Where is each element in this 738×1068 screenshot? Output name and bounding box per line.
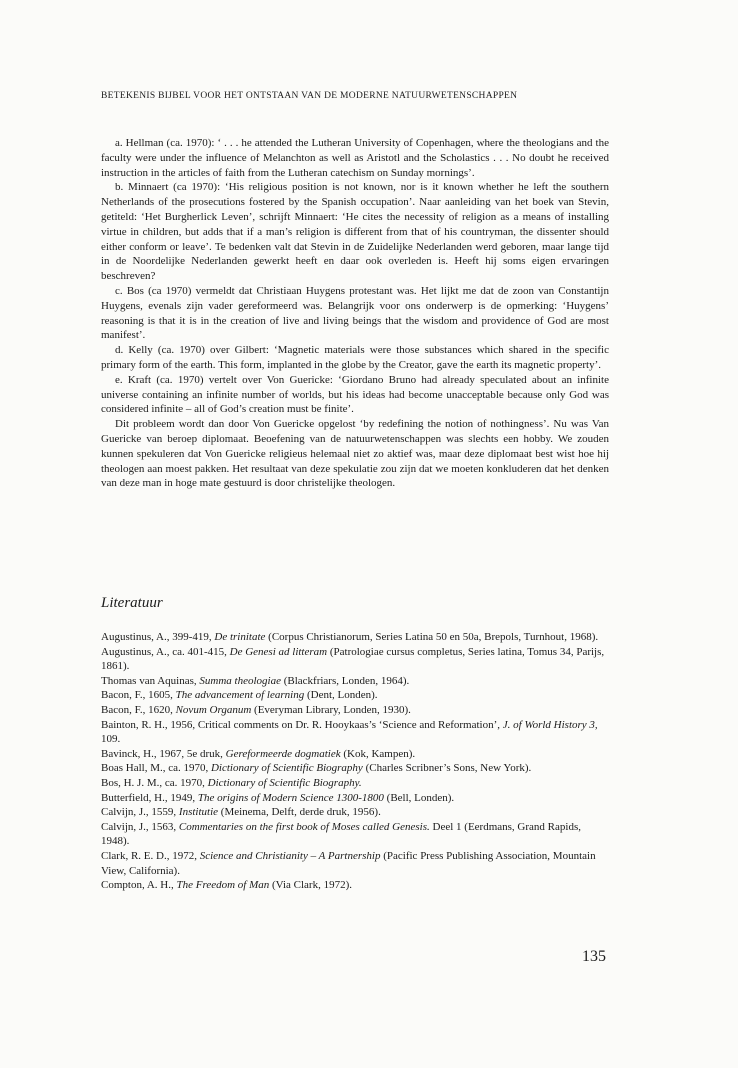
reference-item: Augustinus, A., ca. 401-415, De Genesi ad litteram (Patrologiae cursus completus, Series latina, Tomus 34, Parijs, 1861). [101,645,605,673]
reference-item: Bos, H. J. M., ca. 1970, Dictionary of Scientific Biography. [101,776,362,789]
page-number: 135 [582,948,606,965]
paragraph-e: e. Kraft (ca. 1970) vertelt over Von Guericke: ‘Giordano Bruno had already speculated about an infinite universe containing an infinite number of worlds, but his ideas had become unacceptable because only God was considered infinite – all of God’s creation must be finite’. [101,373,609,416]
section-title: Literatuur [101,595,163,611]
reference-item: Augustinus, A., 399-419, De trinitate (Corpus Christianorum, Series Latina 50 en 50a, Brepols, Turnhout, 1968). [101,631,599,643]
reference-item: Bacon, F., 1605, The advancement of learning (Dent, Londen). [101,689,378,702]
running-header: BETEKENIS BIJBEL VOOR HET ONTSTAAN VAN DE MODERNE NATUURWETENSCHAPPEN [101,91,518,101]
reference-item: Calvijn, J., 1559, Institutie (Meinema, Delft, derde druk, 1956). [101,806,381,819]
reference-item: Bavinck, H., 1967, 5e druk, Gereformeerde dogmatiek (Kok, Kampen). [101,747,416,760]
reference-item: Thomas van Aquinas, Summa theologiae (Blackfriars, Londen, 1964). [101,674,410,687]
body-text [101,136,609,491]
paragraph-a: a. Hellman (ca. 1970): ‘ . . . he attended the Lutheran University of Copenhagen, where the theologians and the faculty were under the influence of Melanchton as well as Aristotl and the Scholastics . . . No doubt he received instruction in the articles of faith from the Lutheran catechism on Sunday mornings’. [101,137,609,179]
reference-item: Boas Hall, M., ca. 1970, Dictionary of Scientific Biography (Charles Scribner’s Sons, New York). [101,762,532,775]
reference-list [101,630,609,893]
reference-item: Clark, R. E. D., 1972, Science and Christianity – A Partnership (Pacific Press Publishing Association, Mountain View, California). [101,849,596,877]
paragraph-c: c. Bos (ca 1970) vermeldt dat Christiaan Huygens protestant was. Het lijkt me dat de zoon van Constantijn Huygens, evenals zijn vader gereformeerd was. Belangrijk voor ons onderwerp is de opmerking: ‘Huygens’ reasoning is that it is in the creation of live and living beings that the wisdom and providence of God are most manifest’. [101,284,609,342]
reference-item: Bainton, R. H., 1956, Critical comments on Dr. R. Hooykaas’s ‘Science and Reformation’, J. of World History 3, 109. [101,718,598,746]
reference-item: Butterfield, H., 1949, The origins of Modern Science 1300-1800 (Bell, Londen). [101,791,455,804]
paragraph-d: d. Kelly (ca. 1970) over Gilbert: ‘Magnetic materials were those substances which shared in the specific primary form of the earth. This form, implanted in the globe by the Creator, gave the earth its magnetic property’. [101,344,609,371]
reference-item: Compton, A. H., The Freedom of Man (Via Clark, 1972). [101,879,353,892]
paragraph-conclusion: Dit probleem wordt dan door Von Guericke opgelost ‘by redefining the notion of nothingness’. Nu was Van Guericke van beroep diplomaat. Beoefening van de natuurwetenschappen was slechts een hobby. We zouden kunnen spekuleren dat Von Guericke religieus helemaal niet zo aktief was, maar deze diplomaat best wist hoe hij theologen aan moest pakken. Het resultaat van deze spekulatie zou zijn dat we moeten konkluderen dat het denken van deze man in hoge mate gestuurd is door christelijke theologen. [101,418,609,490]
reference-item: Calvijn, J., 1563, Commentaries on the first book of Moses called Genesis. Deel 1 (Eerdmans, Grand Rapids, 1948). [101,820,581,848]
paragraph-b: b. Minnaert (ca 1970): ‘His religious position is not known, nor is it known whether he left the southern Netherlands of the prosecutions fostered by the Spanish occupation’. Naar aanleiding van het boek van Stevin, getiteld: ‘Het Burgherlick Leven’, schrijft Minnaert: ‘He cites the necessity of religion as a means of installing virtue in children, but adds that if a man’s religion is different from that of his countryman, the dissenter should either conform or leave’. Te bedenken valt dat Stevin in de Zuidelijke Nederlanden werd geboren, maar lange tijd in de Noordelijke Nederlanden gewerkt heeft en daar ook overleden is. Heeft hij soms eigen ervaringen beschreven? [101,181,609,283]
reference-item: Bacon, F., 1620, Novum Organum (Everyman Library, Londen, 1930). [101,703,411,716]
